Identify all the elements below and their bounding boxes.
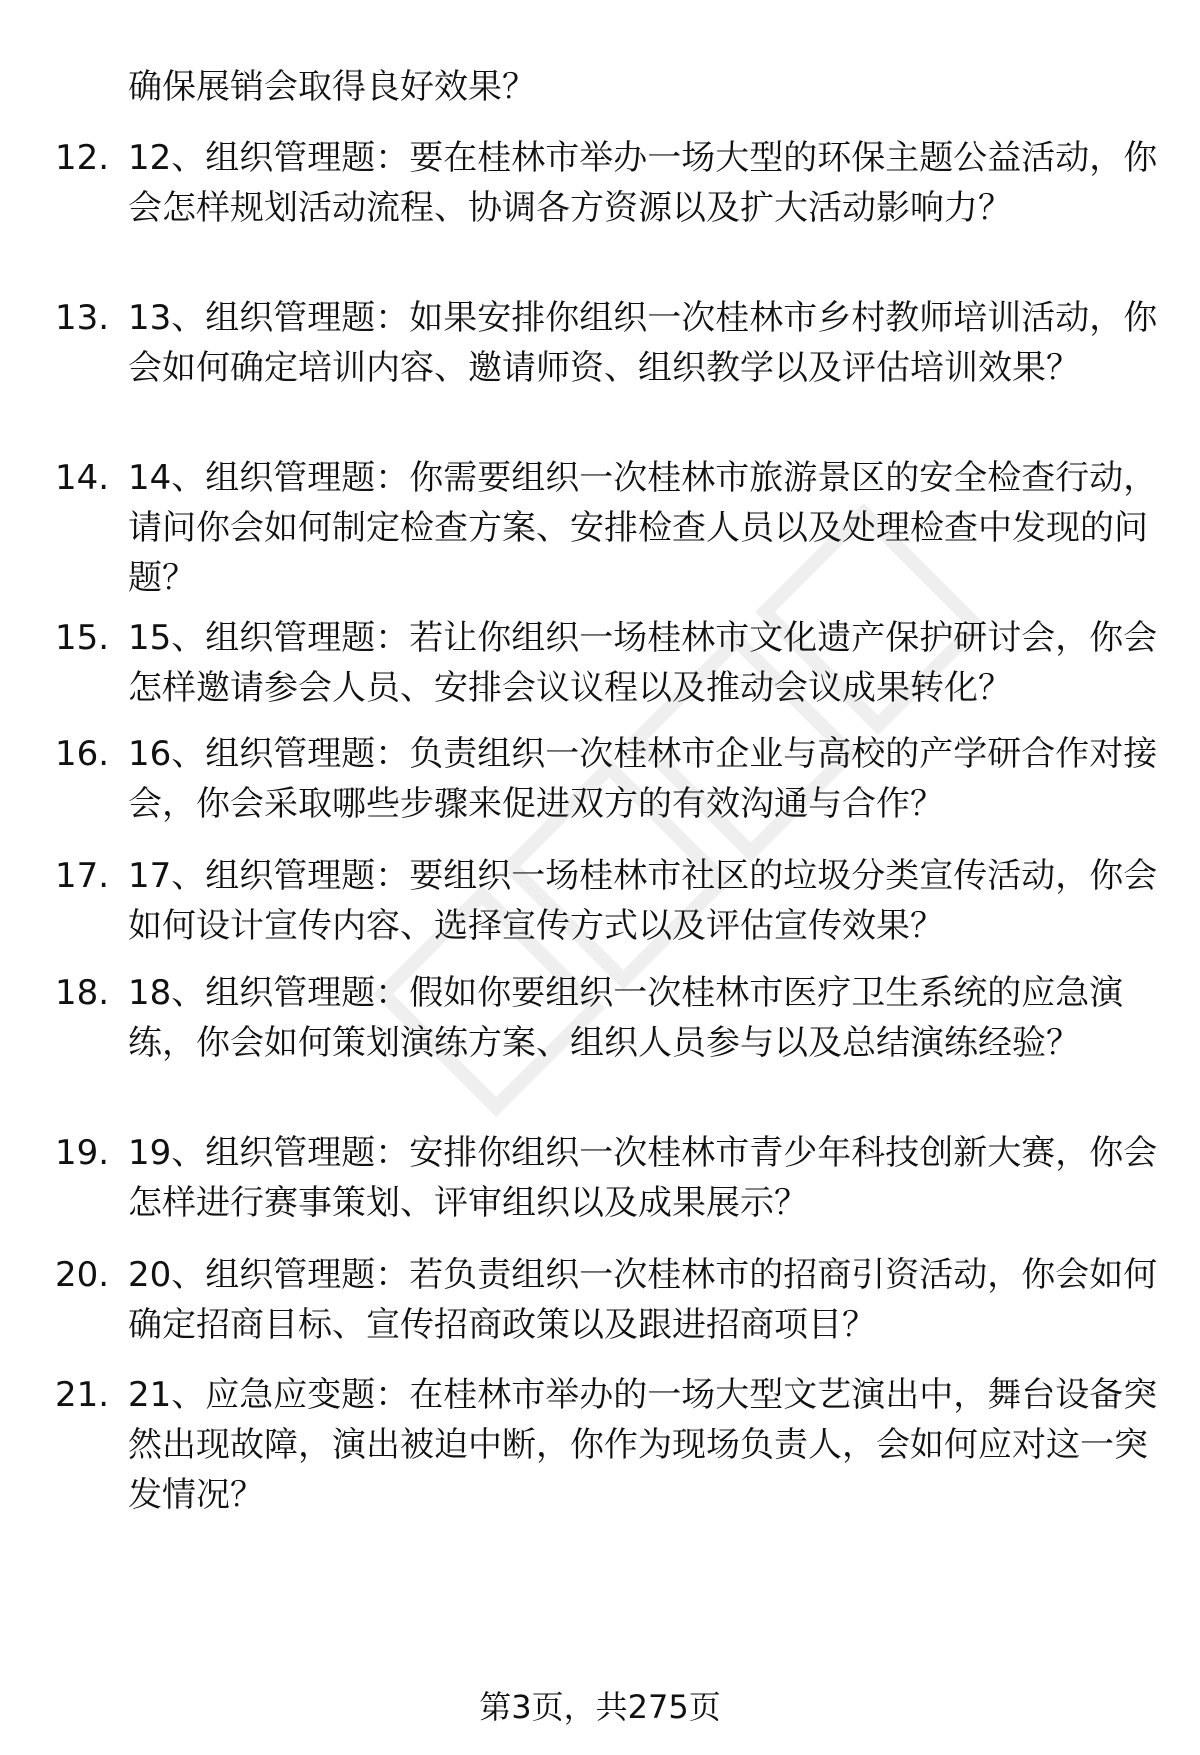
- question-number: 14.: [55, 458, 110, 498]
- question-number: 18.: [55, 973, 110, 1013]
- question-text: 15、组织管理题：若让你组织一场桂林市文化遗产保护研讨会，你会怎样邀请参会人员、安排会议议程以及推动会议成果转化？: [128, 618, 1158, 708]
- question-number: 21.: [55, 1375, 110, 1415]
- question-number: 19.: [55, 1133, 110, 1173]
- question-text: 17、组织管理题：要组织一场桂林市社区的垃圾分类宣传活动，你会如何设计宣传内容、选择宣传方式以及评估宣传效果？: [128, 856, 1158, 946]
- question-number: 20.: [55, 1255, 110, 1295]
- question-number: 12.: [55, 138, 110, 178]
- continuation-text: 确保展销会取得良好效果？: [128, 67, 536, 107]
- question-text: 16、组织管理题：负责组织一次桂林市企业与高校的产学研合作对接会，你会采取哪些步骤来促进双方的有效沟通与合作？: [128, 734, 1158, 824]
- question-text: 19、组织管理题：安排你组织一次桂林市青少年科技创新大赛，你会怎样进行赛事策划、评审组织以及成果展示？: [128, 1133, 1158, 1223]
- question-text: 18、组织管理题：假如你要组织一次桂林市医疗卫生系统的应急演练，你会如何策划演练方案、组织人员参与以及总结演练经验？: [128, 973, 1124, 1063]
- question-number: 13.: [55, 298, 110, 338]
- page-footer: 第3页，共275页: [479, 1688, 721, 1726]
- question-text: 14、组织管理题：你需要组织一次桂林市旅游景区的安全检查行动，请问你会如何制定检查方案、安排检查人员以及处理检查中发现的问题？: [128, 458, 1158, 598]
- question-text: 21、应急应变题：在桂林市举办的一场大型文艺演出中，舞台设备突然出现故障，演出被迫中断，你作为现场负责人，会如何应对这一突发情况？: [128, 1375, 1158, 1515]
- question-number: 17.: [55, 856, 110, 896]
- question-text: 12、组织管理题：要在桂林市举办一场大型的环保主题公益活动，你会怎样规划活动流程、协调各方资源以及扩大活动影响力？: [128, 138, 1158, 228]
- question-number: 16.: [55, 734, 110, 774]
- question-text: 13、组织管理题：如果安排你组织一次桂林市乡村教师培训活动，你会如何确定培训内容、邀请师资、组织教学以及评估培训效果？: [128, 298, 1158, 388]
- question-text: 20、组织管理题：若负责组织一次桂林市的招商引资活动，你会如何确定招商目标、宣传招商政策以及跟进招商项目？: [128, 1255, 1158, 1345]
- question-number: 15.: [55, 618, 110, 658]
